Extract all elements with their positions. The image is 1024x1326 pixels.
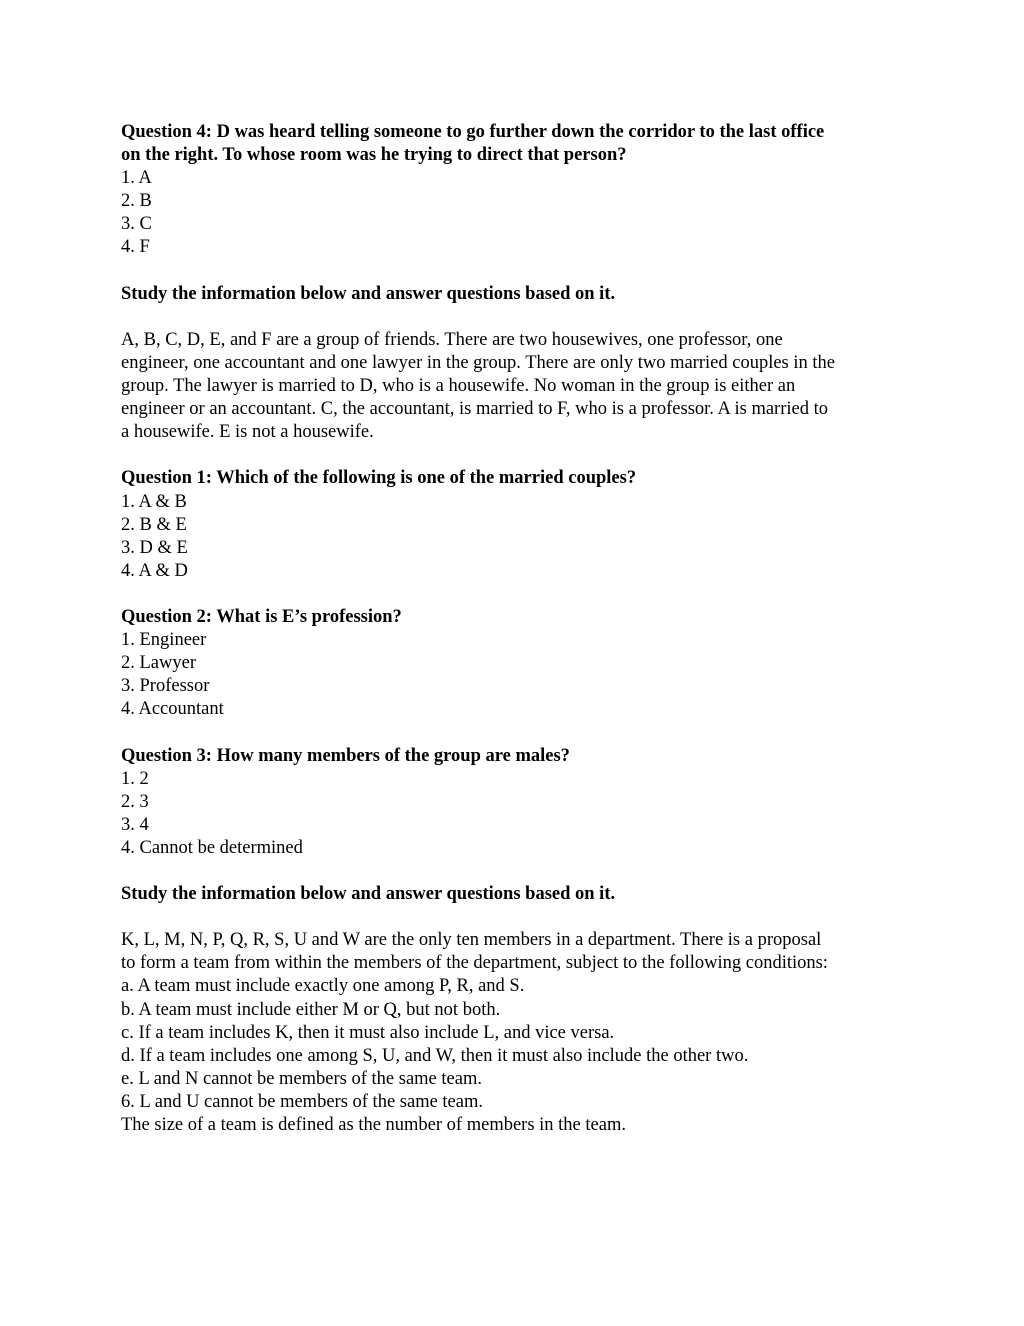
question-3-option: 3. 4 xyxy=(121,814,149,835)
question-2-option: 3. Professor xyxy=(121,676,210,697)
question-2-option: 4. Accountant xyxy=(121,699,224,720)
question-3-option: 2. 3 xyxy=(121,791,149,812)
condition-line: d. If a team includes one among S, U, and W, then it must also include the other two. xyxy=(121,1045,749,1066)
passage-line: A, B, C, D, E, and F are a group of friends. There are two housewives, one professor, one xyxy=(121,329,783,350)
question-4-option: 1. A xyxy=(121,168,152,189)
question-4-option: 2. B xyxy=(121,191,152,212)
passage-line: K, L, M, N, P, Q, R, S, U and W are the only ten members in a department. There is a proposal xyxy=(121,930,822,951)
question-4 xyxy=(121,121,911,260)
passage-line: engineer, one accountant and one lawyer in the group. There are only two married couples in the xyxy=(121,352,835,373)
question-2-stem: Question 2: What is E’s profession? xyxy=(121,606,402,627)
passage-line: engineer or an accountant. C, the accountant, is married to F, who is a professor. A is married to xyxy=(121,399,828,420)
question-4-stem-line-2: on the right. To whose room was he trying to direct that person? xyxy=(121,145,627,166)
condition-line: a. A team must include exactly one among P, R, and S. xyxy=(121,976,525,997)
question-1-stem: Question 1: Which of the following is one of the married couples? xyxy=(121,468,637,489)
passage-line: group. The lawyer is married to D, who is a housewife. No woman in the group is either an xyxy=(121,376,796,397)
question-1-option: 3. D & E xyxy=(121,537,188,558)
question-3 xyxy=(121,745,911,860)
set-2-heading: Study the information below and answer questions based on it. xyxy=(121,884,616,905)
condition-line: c. If a team includes K, then it must also include L, and vice versa. xyxy=(121,1022,615,1043)
set-2-passage xyxy=(121,929,911,1137)
set-1-passage xyxy=(121,329,911,444)
condition-line: e. L and N cannot be members of the same team. xyxy=(121,1068,482,1089)
question-1-option: 4. A & D xyxy=(121,560,188,581)
question-3-option: 4. Cannot be determined xyxy=(121,837,303,858)
passage-line: The size of a team is defined as the number of members in the team. xyxy=(121,1115,626,1136)
passage-line: to form a team from within the members of the department, subject to the following conditions: xyxy=(121,953,828,974)
condition-line: b. A team must include either M or Q, but not both. xyxy=(121,999,501,1020)
question-1 xyxy=(121,467,911,582)
question-3-option: 1. 2 xyxy=(121,768,149,789)
question-2-option: 1. Engineer xyxy=(121,630,207,651)
question-4-option: 4. F xyxy=(121,237,150,258)
condition-line: 6. L and U cannot be members of the same team. xyxy=(121,1091,483,1112)
question-4-option: 3. C xyxy=(121,214,152,235)
passage-line: a housewife. E is not a housewife. xyxy=(121,422,374,443)
question-3-stem: Question 3: How many members of the group are males? xyxy=(121,745,570,766)
question-2 xyxy=(121,606,911,721)
question-1-option: 1. A & B xyxy=(121,491,187,512)
question-1-option: 2. B & E xyxy=(121,514,187,535)
question-2-option: 2. Lawyer xyxy=(121,653,196,674)
set-1-heading: Study the information below and answer questions based on it. xyxy=(121,283,616,304)
document-page xyxy=(121,121,911,1137)
question-4-stem-line-1: Question 4: D was heard telling someone to go further down the corridor to the last office xyxy=(121,122,825,142)
